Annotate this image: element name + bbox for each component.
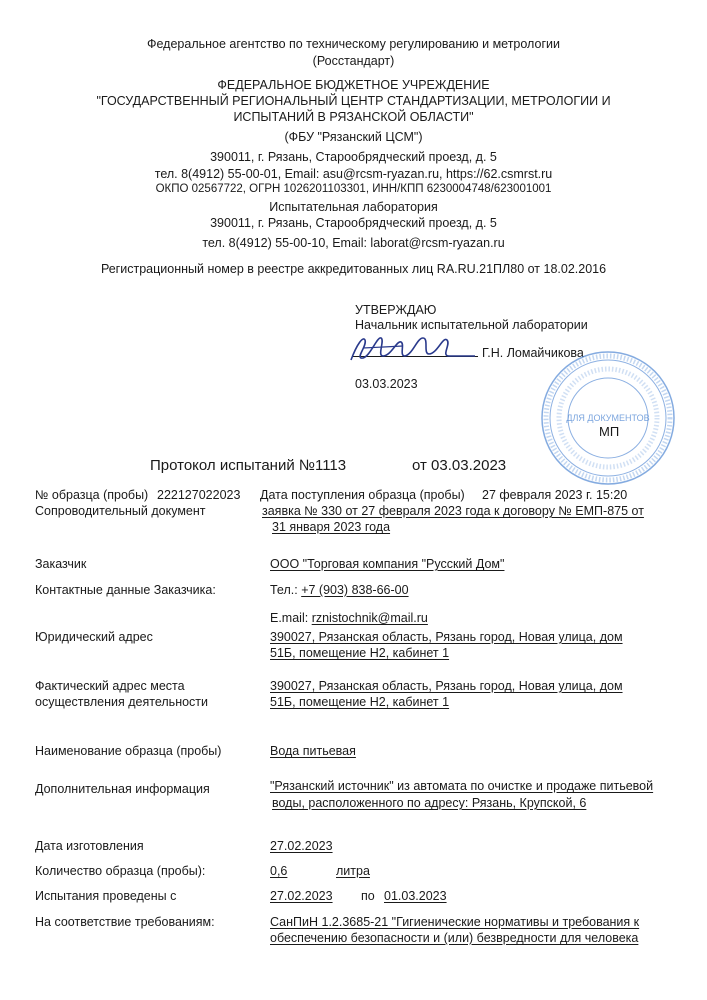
approve-heading: УТВЕРЖДАЮ: [355, 303, 437, 317]
agency-short: (Росстандарт): [312, 54, 395, 68]
made-date-label: Дата изготовления: [35, 839, 144, 853]
institution-type: ФЕДЕРАЛЬНОЕ БЮДЖЕТНОЕ УЧРЕЖДЕНИЕ: [217, 78, 490, 92]
registration-number: Регистрационный номер в реестре аккредитованных лиц RA.RU.21ПЛ80 от 18.02.2016: [100, 262, 607, 276]
legal-address-label: Юридический адрес: [35, 630, 153, 644]
lab-name: Испытательная лаборатория: [269, 200, 438, 214]
received-label: Дата поступления образца (пробы): [260, 488, 465, 502]
email-value: rznistochnik@mail.ru: [311, 611, 428, 625]
institution-short-name: (ФБУ "Рязанский ЦСМ"): [284, 130, 423, 144]
made-date-value: 27.02.2023: [270, 839, 333, 853]
quantity-value: 0,6: [270, 864, 288, 878]
protocol-date: от 03.03.2023: [412, 457, 507, 474]
stamp-label: МП: [599, 424, 620, 439]
lab-contacts: тел. 8(4912) 55-00-10, Email: laborat@rcsm-ryazan.ru: [202, 236, 505, 250]
legal-address-line-2: 51Б, помещение Н2, кабинет 1: [270, 646, 450, 660]
legal-address-line-1: 390027, Рязанская область, Рязань город, Новая улица, дом: [270, 630, 623, 644]
tests-period-label: Испытания проведены с: [35, 889, 177, 903]
actual-address-line-1: 390027, Рязанская область, Рязань город, Новая улица, дом: [270, 679, 623, 693]
compliance-line-1: СанПиН 1.2.3685-21 "Гигиенические нормативы и требования к: [270, 915, 640, 929]
tests-to-word: по: [361, 889, 375, 903]
approver-name: Г.Н. Ломайчикова: [482, 346, 584, 360]
quantity-unit: литра: [336, 864, 370, 878]
customer-label: Заказчик: [35, 557, 87, 571]
agency-line: Федеральное агентство по техническому регулированию и метрологии: [147, 37, 560, 51]
institution-contacts: тел. 8(4912) 55-00-01, Email: asu@rcsm-ryazan.ru, https://62.csmrst.ru: [154, 167, 553, 181]
sample-name-value: Вода питьевая: [270, 744, 356, 758]
extra-info-line-2: воды, расположенного по адресу: Рязань, Крупской, 6: [272, 796, 587, 810]
document-label: Сопроводительный документ: [35, 504, 206, 518]
lab-address: 390011, г. Рязань, Старообрядческий проезд, д. 5: [210, 216, 497, 230]
phone-row: [270, 583, 409, 598]
approval-date: 03.03.2023: [355, 377, 418, 391]
customer-value: ООО "Торговая компания "Русский Дом": [270, 557, 505, 571]
quantity-label: Количество образца (пробы):: [35, 864, 206, 878]
received-value: 27 февраля 2023 г. 15:20: [482, 488, 628, 502]
sample-name-label: Наименование образца (пробы): [35, 744, 222, 758]
institution-codes: ОКПО 02567722, ОГРН 1026201103301, ИНН/КПП 6230004748/623001001: [155, 183, 552, 195]
extra-info-line-1: "Рязанский источник" из автомата по очистке и продаже питьевой: [270, 779, 654, 793]
actual-address-line-2: 51Б, помещение Н2, кабинет 1: [270, 695, 450, 709]
actual-address-label-line-1: Фактический адрес места: [35, 679, 185, 693]
phone-prefix: Тел.:: [270, 583, 302, 597]
extra-info-label: Дополнительная информация: [35, 782, 210, 796]
email-row: [270, 611, 428, 626]
document-value-line-1: заявка № 330 от 27 февраля 2023 года к договору № ЕМП-875 от: [262, 504, 644, 518]
sample-number-label: № образца (пробы): [35, 488, 149, 502]
protocol-title: Протокол испытаний №1113: [150, 457, 347, 474]
official-seal: [538, 348, 678, 488]
institution-name-line-2: ИСПЫТАНИЙ В РЯЗАНСКОЙ ОБЛАСТИ": [233, 110, 474, 124]
tests-from-date: 27.02.2023: [270, 889, 333, 903]
actual-address-label-line-2: осуществления деятельности: [35, 695, 209, 709]
phone-value: +7 (903) 838-66-00: [301, 583, 409, 597]
seal-text: ДЛЯ ДОКУМЕНТОВ: [566, 413, 650, 423]
compliance-label: На соответствие требованиям:: [35, 915, 215, 929]
sample-number-value: 222127022023: [157, 488, 241, 502]
handwritten-signature: [343, 326, 483, 372]
tests-to-date: 01.03.2023: [384, 889, 447, 903]
institution-name-line-1: "ГОСУДАРСТВЕННЫЙ РЕГИОНАЛЬНЫЙ ЦЕНТР СТАНДАРТИЗАЦИИ, МЕТРОЛОГИИ И: [96, 94, 611, 108]
document-value-line-2: 31 января 2023 года: [272, 520, 391, 534]
institution-address: 390011, г. Рязань, Старообрядческий проезд, д. 5: [210, 150, 497, 164]
approver-position: Начальник испытательной лаборатории: [355, 318, 588, 332]
compliance-line-2: обеспечению безопасности и (или) безвредности для человека: [270, 931, 639, 945]
contacts-label: Контактные данные Заказчика:: [35, 583, 216, 597]
email-prefix: E.mail:: [270, 611, 312, 625]
